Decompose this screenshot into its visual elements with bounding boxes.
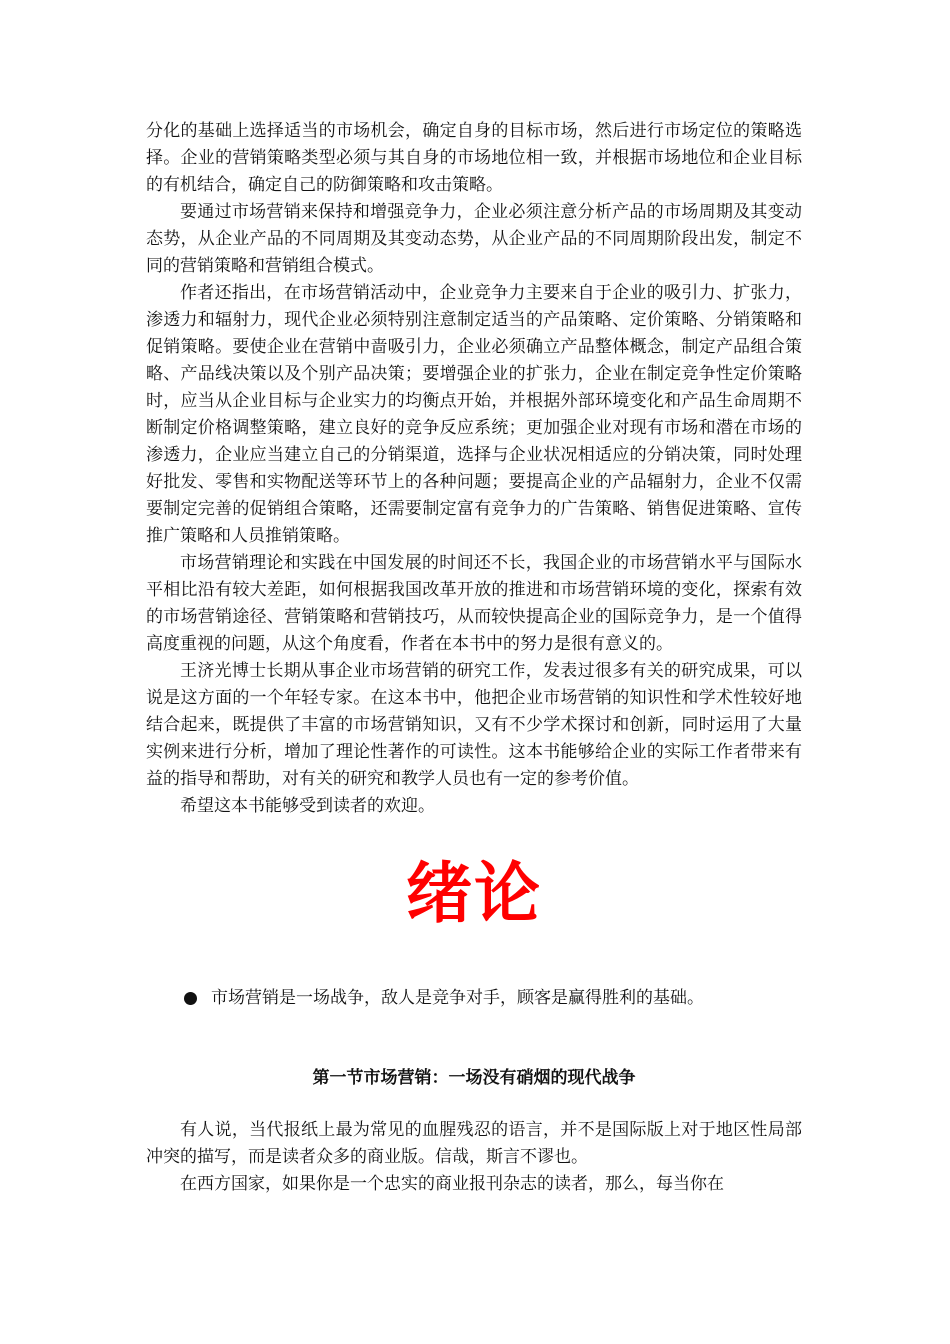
epigraph-text: 市场营销是一场战争，敌人是竞争对手，顾客是赢得胜利的基础。 (211, 988, 704, 1008)
body-paragraph: 市场营销理论和实践在中国发展的时间还不长，我国企业的市场营销水平与国际水平相比沿有较大差距，如何根据我国改革开放的推进和市场营销环境的变化，探索有效的市场营销途径、营销策略和营销技巧，从而较快提高企业的国际竞争力，是一个值得高度重视的问题，从这个角度看，作者在本书中的努力是很有意义的。 (146, 553, 802, 654)
section-paragraph: 有人说，当代报纸上最为常见的血腥残忍的语言，并不是国际版上对于地区性局部冲突的描写，而是读者众多的商业版。信哉，斯言不谬也。 (146, 1120, 802, 1167)
bullet-icon (184, 992, 197, 1005)
chapter-epigraph (184, 984, 802, 1012)
section-title: 第一节市场营销：一场没有硝烟的现代战争 (312, 1068, 636, 1088)
body-paragraph: 要通过市场营销来保持和增强竞争力，企业必须注意分析产品的市场周期及其变动态势，从企业产品的不同周期及其变动态势，从企业产品的不同周期阶段出发，制定不同的营销策略和营销组合模式。 (146, 202, 802, 276)
body-paragraph: 作者还指出，在市场营销活动中，企业竞争力主要来自于企业的吸引力、扩张力，渗透力和辐射力，现代企业必须特别注意制定适当的产品策略、定价策略、分销策略和促销策略。要使企业在营销中啬吸引力，企业必须确立产品整体概念，制定产品组合策略、产品线决策以及个别产品决策；要增强企业的扩张力，企业在制定竞争性定价策略时，应当从企业目标与企业实力的均衡点开始，并根据外部环境变化和产品生命周期不断制定价格调整策略，建立良好的竞争反应系统；更加强企业对现有市场和潜在市场的渗透力，企业应当建立自己的分销渠道，选择与企业状况相适应的分销决策，同时处理好批发、零售和实物配送等环节上的各种问题；要提高企业的产品辐射力，企业不仅需要制定完善的促销组合策略，还需要制定富有竞争力的广告策略、销售促进策略、宣传推广策略和人员推销策略。 (146, 283, 802, 546)
body-paragraph: 希望这本书能够受到读者的欢迎。 (180, 796, 435, 816)
body-paragraph: 王济光博士长期从事企业市场营销的研究工作，发表过很多有关的研究成果，可以说是这方面的一个年轻专家。在这本书中，他把企业市场营销的知识性和学术性较好地结合起来，既提供了丰富的市场营销知识，又有不少学术探讨和创新，同时运用了大量实例来进行分析，增加了理论性著作的可读性。这本书能够给企业的实际工作者带来有益的指导和帮助，对有关的研究和教学人员也有一定的参考价值。 (146, 661, 802, 789)
chapter-title: 绪论 (406, 854, 542, 932)
section-body (146, 1117, 802, 1198)
document-page (146, 118, 802, 1198)
body-paragraph: 分化的基础上选择适当的市场机会，确定自身的目标市场，然后进行市场定位的策略选择。企业的营销策略类型必须与其自身的市场地位相一致，并根据市场地位和企业目标的有机结合，确定自己的防御策略和攻击策略。 (146, 121, 802, 195)
section-paragraph: 在西方国家，如果你是一个忠实的商业报刊杂志的读者，那么，每当你在 (180, 1174, 724, 1194)
